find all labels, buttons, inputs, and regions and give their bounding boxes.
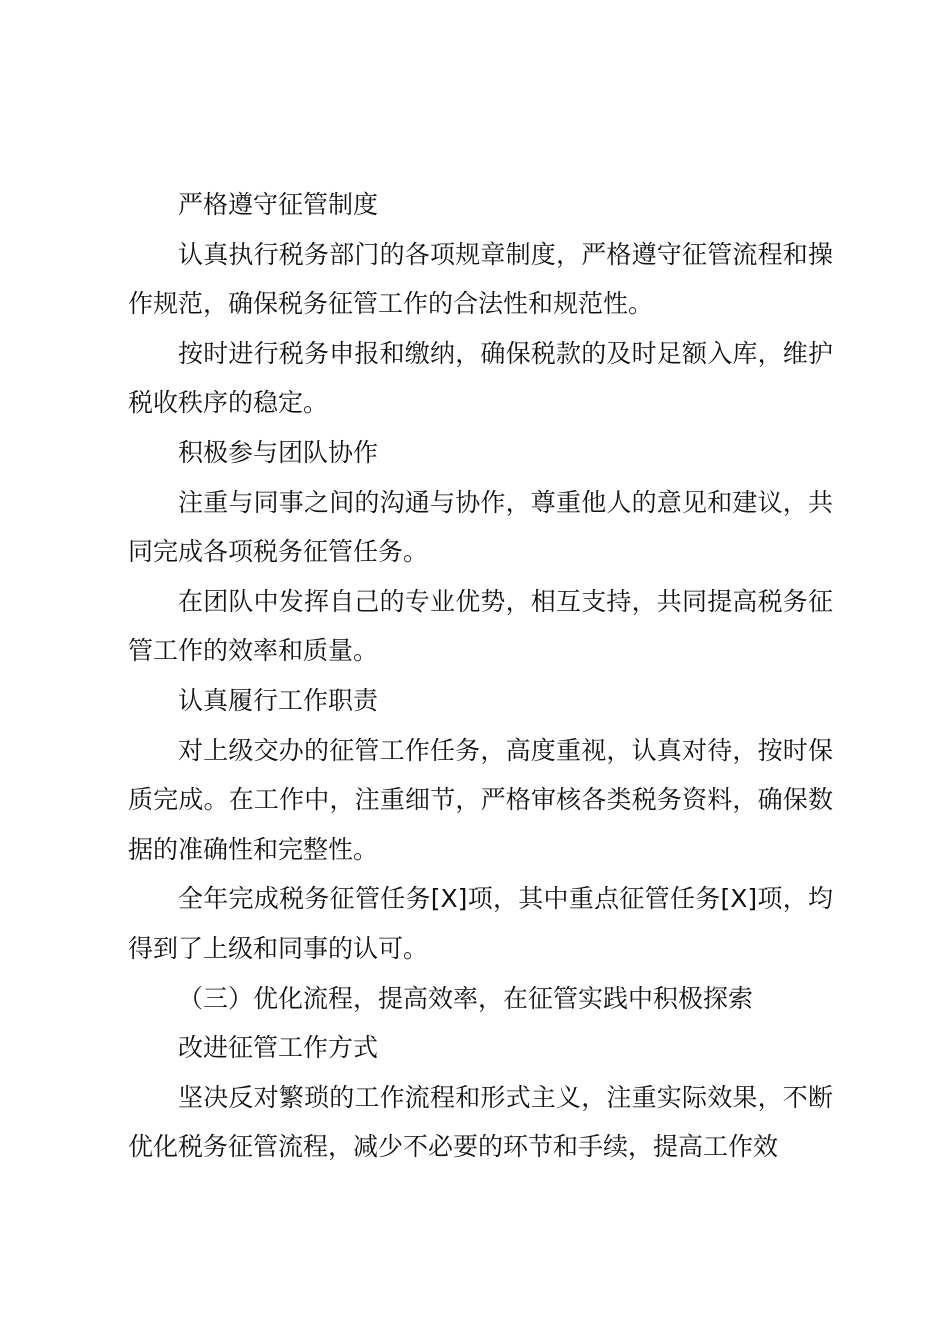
- section-heading: 改进征管工作方式: [178, 1033, 379, 1063]
- paragraph: 注重与同事之间的沟通与协作，尊重他人的意见和建议，共同完成各项税务征管任务。: [128, 487, 833, 567]
- section-heading: 积极参与团队协作: [178, 437, 379, 467]
- section-heading: 严格遵守征管制度: [178, 190, 379, 219]
- paragraph: 认真执行税务部门的各项规章制度，严格遵守征管流程和操作规范，确保税务征管工作的合法性和规范性。: [128, 239, 833, 319]
- paragraph: 对上级交办的征管工作任务，高度重视，认真对待，按时保质完成。在工作中，注重细节，严格审核各类税务资料，确保数据的准确性和完整性。: [128, 735, 833, 864]
- paragraph: 坚决反对繁琐的工作流程和形式主义，注重实际效果，不断优化税务征管流程，减少不必要的环节和手续，提高工作效: [128, 1082, 833, 1162]
- paragraph: 在团队中发挥自己的专业优势，相互支持，共同提高税务征管工作的效率和质量。: [128, 586, 833, 666]
- section-heading: 认真履行工作职责: [178, 685, 379, 715]
- document-body: [128, 180, 833, 1172]
- paragraph: 按时进行税务申报和缴纳，确保税款的及时足额入库，维护税收秩序的稳定。: [128, 338, 833, 418]
- chapter-heading: （三）优化流程，提高效率，在征管实践中积极探索: [178, 983, 754, 1013]
- paragraph: 全年完成税务征管任务[X]项，其中重点征管任务[X]项，均得到了上级和同事的认可。: [128, 884, 833, 963]
